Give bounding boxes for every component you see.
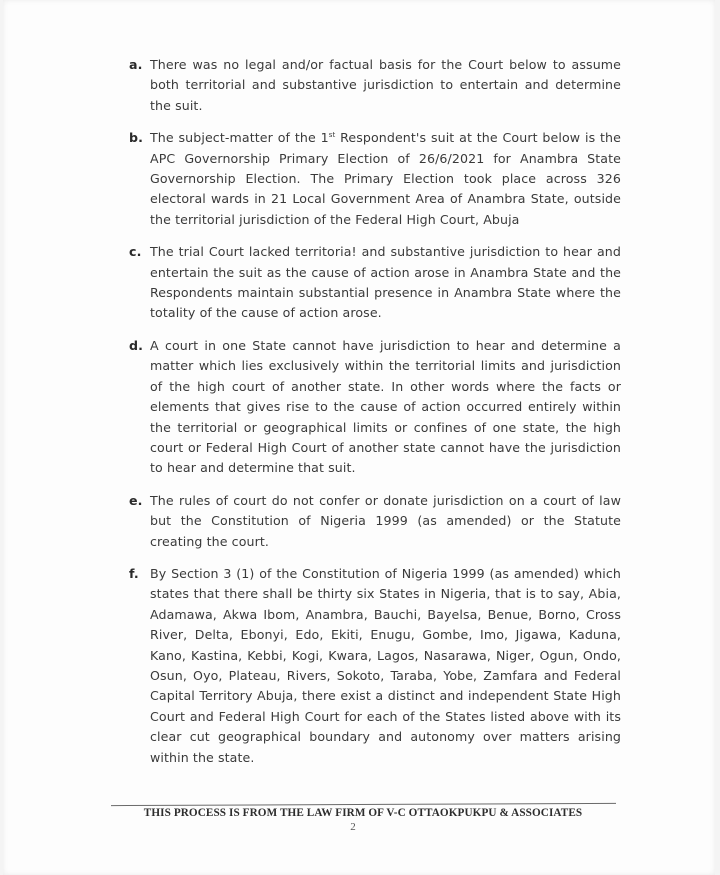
footer-firm-notice: THIS PROCESS IS FROM THE LAW FIRM OF V-C OTTAOKPUKPU & ASSOCIATES: [143, 807, 583, 819]
list-item-c: [129, 242, 621, 324]
footer-divider: [111, 803, 616, 806]
item-text: [150, 128, 621, 230]
item-text-part: The subject-matter of the 1: [150, 130, 329, 146]
item-label: c.: [129, 244, 142, 260]
item-text: A court in one State cannot have jurisdiction to hear and determine a matter which lies exclusively within the territorial limits and jurisdiction of the high court of another state. In other words where the facts or elements that gives rise to the cause of action occurred entirely within the territorial or geographical limits or confines of one state, the high court or Federal High Court of another state cannot have the jurisdiction to hear and determine that suit.: [150, 337, 621, 476]
list-item-b: [129, 128, 621, 230]
list-item-f: [129, 564, 621, 768]
list-item-d: [129, 336, 621, 479]
item-label: b.: [129, 130, 143, 146]
list-item-a: [129, 55, 621, 116]
item-label: d.: [129, 337, 143, 353]
item-text: By Section 3 (1) of the Constitution of Nigeria 1999 (as amended) which states that there shall be thirty six States in Nigeria, that is to say, Abia, Adamawa, Akwa Ibom, Anambra, Bauchi, Bayelsa, Benue, Borno, Cross River, Delta, Ebonyi, Edo, Ekiti, Enugu, Gombe, Imo, Jigawa, Kaduna, Kano, Kastina, Kebbi, Kogi, Kwara, Lagos, Nasarawa, Niger, Ogun, Ondo, Osun, Oyo, Plateau, Rivers, Sokoto, Taraba, Yobe, Zamfara and Federal Capital Territory Abuja, there exist a distinct and independent State High Court and Federal High Court for each of the States listed above with its clear cut geographical boundary and autonomy over matters arising within the state.: [150, 565, 621, 765]
item-text-part: Respondent's suit at the Court below is the APC Governorship Primary Election of 26/6/2021 for Anambra State Governorship Election. The Primary Election took place across 326 electoral wards in 21 Local Government Area of Anambra State, outside the territorial jurisdiction of the Federal High Court, Abuja: [150, 130, 621, 227]
item-label: a.: [129, 57, 143, 72]
item-label: e.: [129, 492, 143, 508]
item-text: The rules of court do not confer or donate jurisdiction on a court of law but the Constitution of Nigeria 1999 (as amended) or the Statute creating the court.: [150, 492, 621, 549]
page-number: 2: [350, 821, 356, 833]
grounds-list: [129, 55, 621, 780]
item-text: There was no legal and/or factual basis for the Court below to assume both territorial and substantive jurisdiction to entertain and determine the suit.: [150, 57, 621, 113]
item-label: f.: [129, 565, 139, 581]
item-text: The trial Court lacked territoria! and substantive jurisdiction to hear and entertain the suit as the cause of action arose in Anambra State and the Respondents maintain substantial presence in Anambra State where the totality of the cause of action arose.: [150, 244, 621, 321]
list-item-e: [129, 491, 621, 552]
ordinal-superscript: st: [328, 131, 336, 140]
document-page: [3, 0, 715, 875]
